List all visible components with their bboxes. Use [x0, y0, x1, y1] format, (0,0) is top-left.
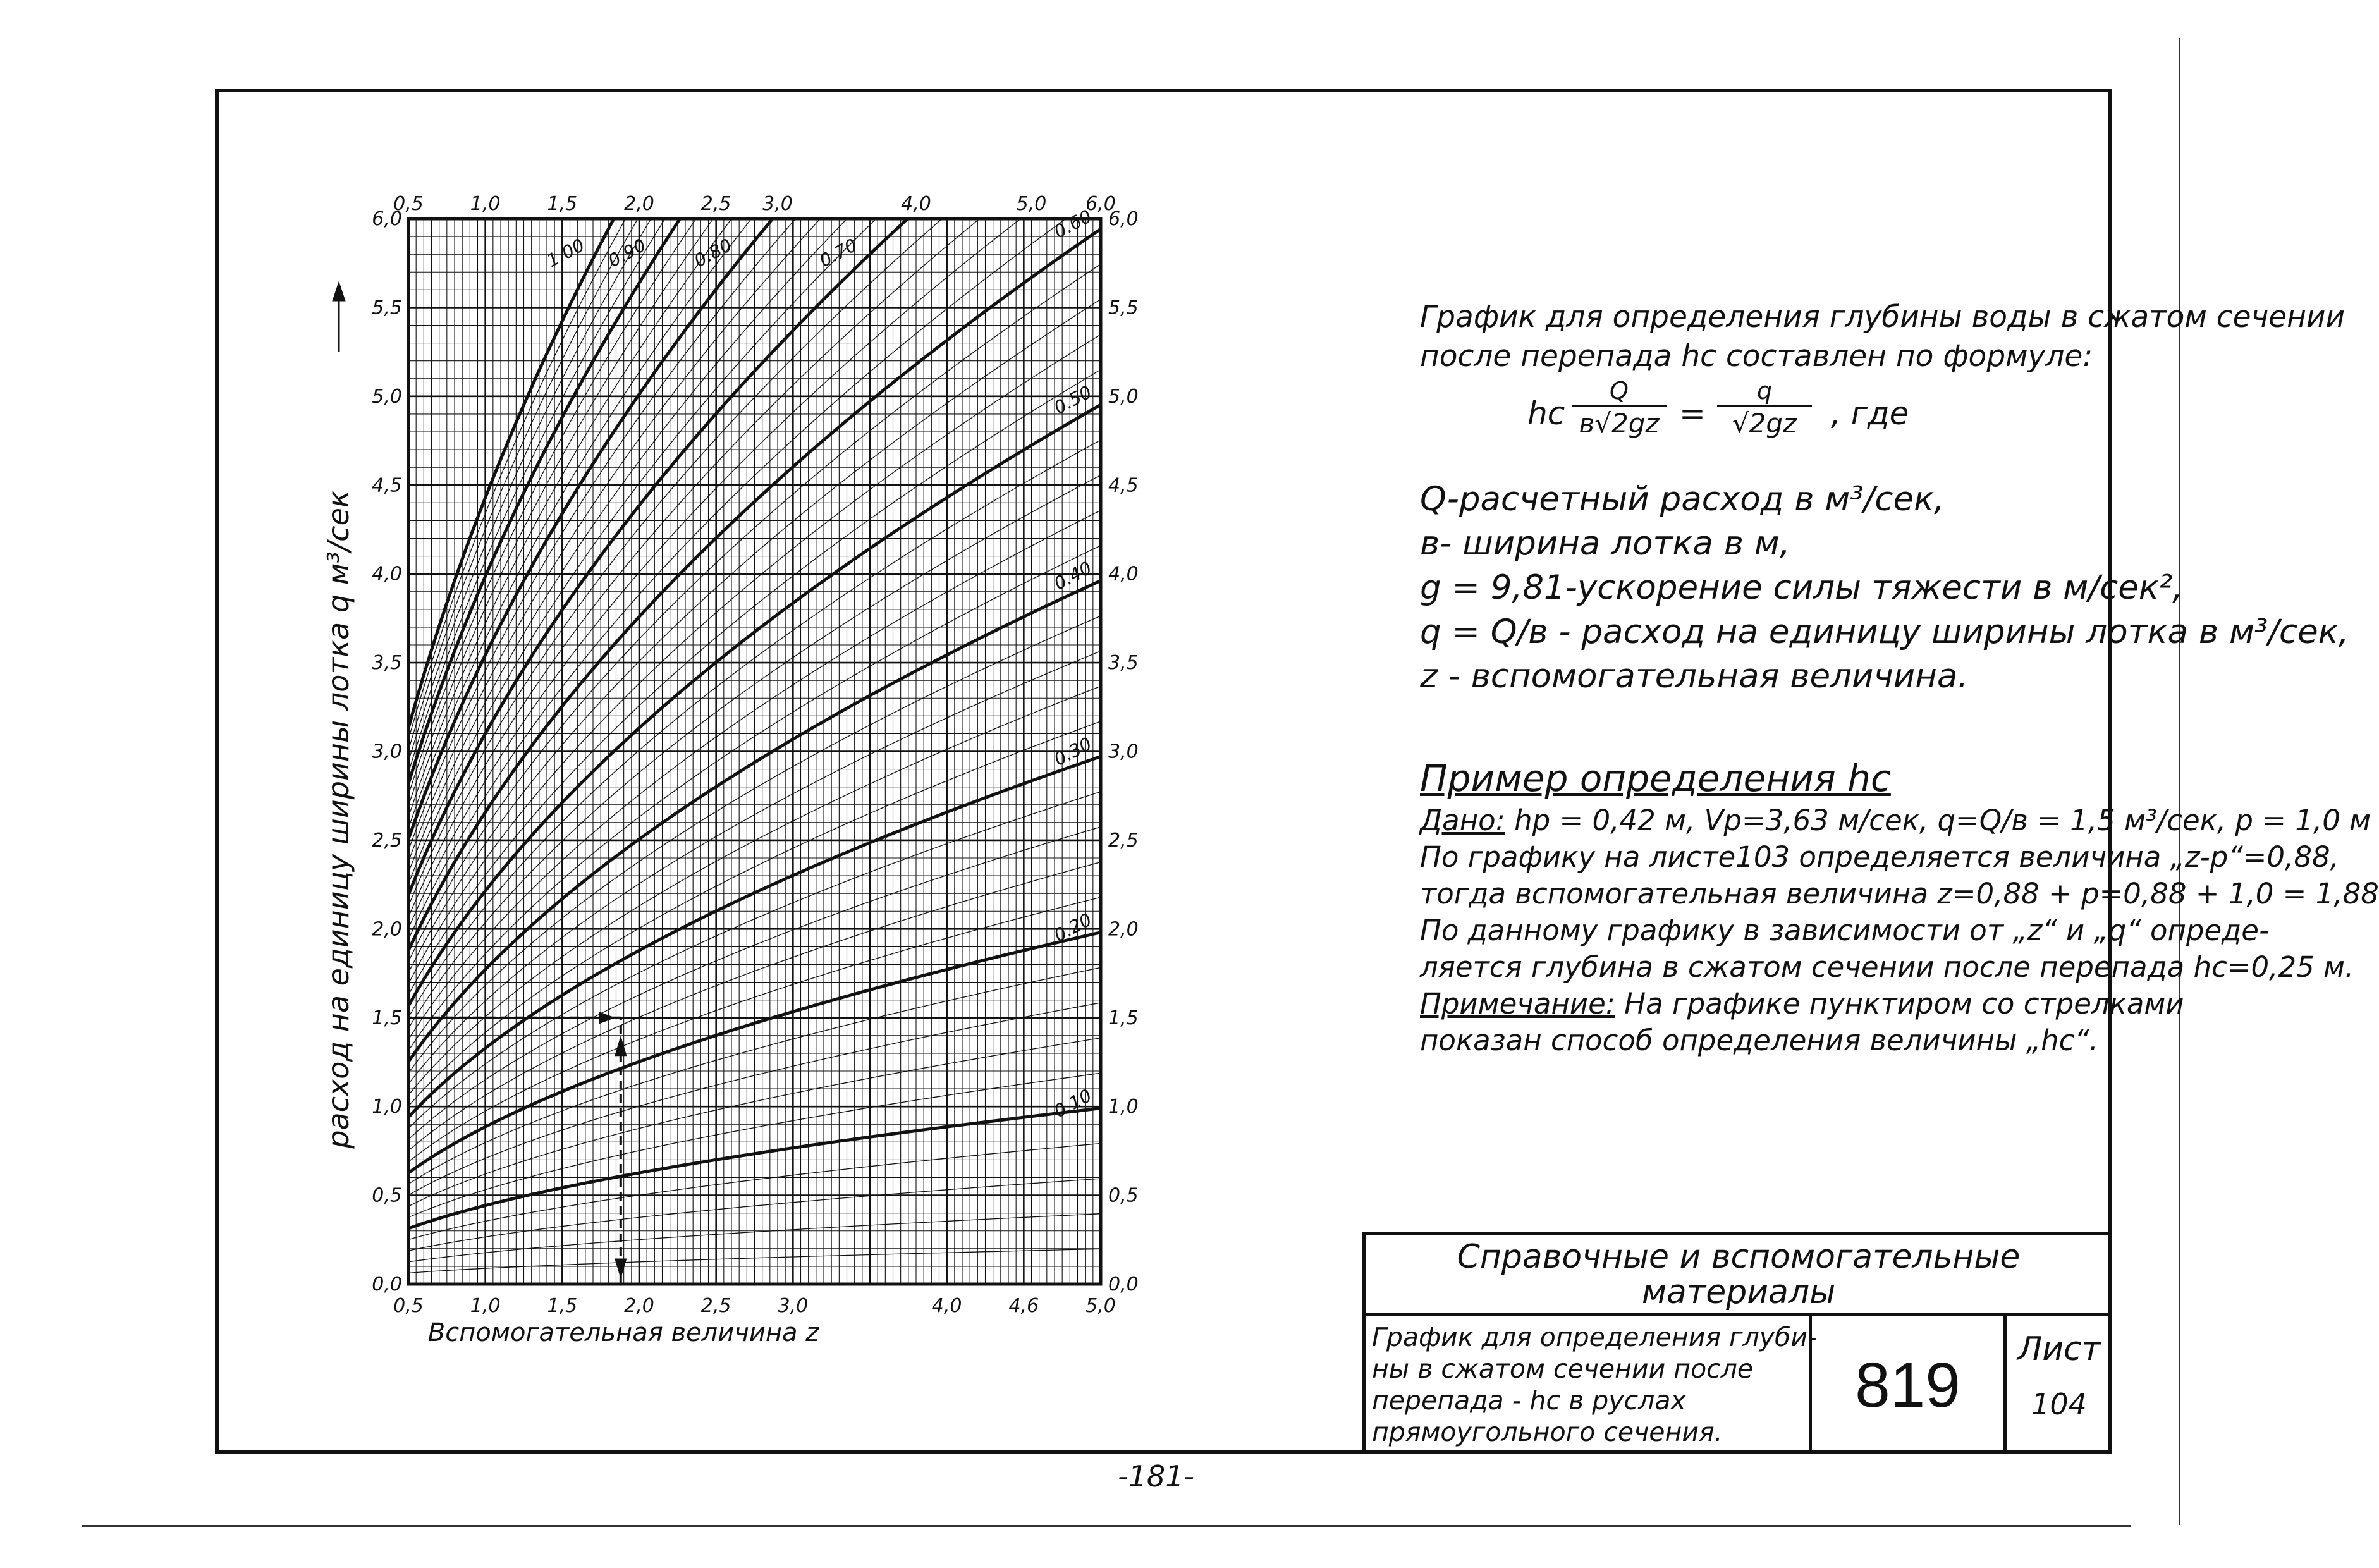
curve-label: 1.00: [543, 234, 588, 272]
x-tick-label-bottom: 1,0: [470, 1295, 501, 1317]
definitions-list: [1420, 477, 2349, 699]
example-line: По графику на листе103 определяется величина „z-p“=0,88,: [1420, 840, 2339, 874]
formula-fraction-1: [1572, 376, 1667, 440]
x-tick-label-top: 2,0: [624, 193, 654, 215]
x-tick-label-top: 3,0: [762, 193, 793, 215]
formula-frac1-denominator: в√2gz: [1579, 408, 1660, 439]
y-tick-label-right: 4,5: [1108, 474, 1139, 497]
example-line: тогда вспомогательная величина z=0,88 + p=0,88 + 1,0 = 1,88: [1420, 877, 2379, 910]
example-block: [1420, 754, 2379, 1059]
example-note: [1420, 986, 2318, 1022]
given-label: Дано:: [1420, 804, 1505, 837]
y-tick-label-left: 2,0: [372, 918, 402, 941]
curve-label: 0.50: [1050, 381, 1096, 419]
formula-where: , где: [1831, 395, 1909, 432]
y-tick-label-left: 2,5: [372, 829, 402, 852]
y-tick-label-left: 0,0: [372, 1273, 402, 1295]
formula-frac2-denominator: √2gz: [1732, 408, 1797, 439]
note-label: Примечание:: [1420, 987, 1615, 1020]
curve-label: 0.60: [1050, 205, 1096, 243]
formula-equals: =: [1679, 395, 1706, 432]
x-tick-label-bottom: 2,0: [624, 1295, 654, 1317]
drawing-description-line: прямоугольного сечения.: [1372, 1417, 1723, 1447]
formula: [1527, 376, 2318, 452]
y-tick-label-right: 4,0: [1108, 563, 1139, 585]
section-title: [1366, 1235, 2112, 1316]
x-tick-label-top: 2,5: [700, 193, 731, 215]
scan-bottom-line: [82, 1525, 2131, 1527]
drawing-number: 819: [1812, 1316, 2007, 1454]
x-tick-label-bottom: 2,5: [700, 1295, 731, 1317]
y-axis-arrow: [333, 282, 345, 352]
y-tick-label-right: 0,5: [1108, 1184, 1139, 1207]
definition-item: z - вспомогательная величина.: [1420, 657, 1969, 695]
drawing-description-line: перепада - hc в руслах: [1372, 1385, 1686, 1416]
x-axis-title: Вспомогательная величина z: [427, 1318, 819, 1347]
y-tick-label-right: 2,0: [1108, 918, 1139, 941]
example-arrow-right: [599, 1012, 615, 1024]
example-title: Пример определения hc: [1420, 757, 1891, 800]
sheet-cell: [2007, 1316, 2112, 1454]
formula-frac2-numerator: q: [1717, 376, 1812, 407]
intro-line-2: после перепада hc составлен по формуле:: [1420, 339, 2093, 374]
drawing-description-line: ны в сжатом сечении после: [1372, 1354, 1754, 1384]
intro-line-1: График для определения глубины воды в сжатом сечении: [1420, 300, 2345, 334]
y-tick-label-left: 3,5: [372, 652, 402, 675]
example-line: показан способ определения величины „hc“.: [1420, 1024, 2098, 1057]
y-tick-label-left: 1,5: [372, 1007, 402, 1029]
y-arrow-head: [333, 282, 345, 301]
x-tick-label-bottom: 1,5: [547, 1295, 578, 1317]
sheet-label: Лист: [2017, 1330, 2101, 1368]
y-tick-label-left: 0,5: [372, 1184, 402, 1207]
drawing-description-line: График для определения глуби-: [1372, 1322, 1817, 1352]
definition-item: q = Q/в - расход на единицу ширины лотка в м³/сек,: [1420, 613, 2349, 651]
section-title-line-1: Справочные и вспомогательные: [1457, 1238, 2021, 1276]
y-tick-label-right: 3,5: [1108, 652, 1139, 675]
x-tick-label-top: 0,5: [393, 193, 424, 215]
curve-label: 0.10: [1050, 1084, 1096, 1122]
y-tick-label-left: 5,5: [372, 297, 402, 319]
sheet-number: 104: [2031, 1387, 2087, 1421]
x-tick-label-top: 4,0: [901, 193, 931, 215]
page-number: -181-: [1118, 1459, 1194, 1493]
x-tick-label-bottom: 3,0: [778, 1295, 809, 1317]
y-tick-label-right: 5,0: [1108, 385, 1139, 408]
curve-label: 0.70: [816, 234, 861, 272]
nomogram-chart: [219, 92, 1344, 1357]
x-tick-label-bottom: 4,0: [931, 1295, 962, 1317]
example-line: ляется глубина в сжатом сечении после перепада hc=0,25 м.: [1420, 950, 2354, 984]
formula-frac1-numerator: Q: [1572, 376, 1667, 407]
title-block: [1362, 1232, 2112, 1454]
x-tick-label-top: 6,0: [1086, 193, 1116, 215]
description-block: [1420, 298, 2379, 1059]
y-tick-label-left: 6,0: [372, 208, 402, 230]
y-tick-label-right: 5,5: [1108, 297, 1139, 319]
example-given: [1420, 802, 2371, 839]
curve-label: 0.30: [1050, 733, 1096, 770]
curve-label: 0.90: [604, 234, 650, 272]
x-tick-label-bottom: 5,0: [1086, 1295, 1116, 1317]
definition-item: в- ширина лотка в м,: [1420, 524, 1790, 563]
y-tick-label-left: 4,5: [372, 474, 402, 497]
drawing-description: [1366, 1316, 1817, 1454]
definition-item: g = 9,81-ускорение силы тяжести в м/сек²,: [1420, 568, 2183, 607]
y-tick-label-right: 3,0: [1108, 740, 1139, 763]
y-tick-label-left: 4,0: [372, 563, 402, 585]
y-tick-label-left: 1,0: [372, 1096, 402, 1118]
x-tick-label-bottom: 0,5: [393, 1295, 424, 1317]
y-tick-label-left: 3,0: [372, 740, 402, 763]
y-tick-label-left: 5,0: [372, 385, 402, 408]
given-text: hp = 0,42 м, Vp=3,63 м/сек, q=Q/в = 1,5 м³/сек, p = 1,0 м: [1505, 804, 2371, 837]
x-tick-label-bottom: 4,6: [1008, 1295, 1039, 1317]
grid: [408, 219, 1101, 1284]
definition-item: Q-расчетный расход в м³/сек,: [1420, 480, 1945, 518]
curve-label: 0.80: [690, 234, 736, 272]
curve-label: 0.20: [1050, 909, 1096, 946]
x-tick-label-top: 5,0: [1016, 193, 1047, 215]
y-axis-title: расход на единицу ширины лотка q м³/сек: [321, 490, 355, 1149]
note-text: На графике пунктиром со стрелками: [1615, 987, 2184, 1020]
curve-label: 0.40: [1050, 557, 1096, 594]
example-arrow-down: [615, 1259, 627, 1278]
y-tick-label-right: 0,0: [1108, 1273, 1139, 1295]
formula-fraction-2: [1717, 376, 1812, 440]
y-tick-label-right: 1,0: [1108, 1096, 1139, 1118]
example-arrow-up: [615, 1037, 627, 1056]
y-tick-label-right: 1,5: [1108, 1007, 1139, 1029]
section-title-line-2: материалы: [1641, 1273, 1836, 1311]
y-tick-label-right: 2,5: [1108, 829, 1139, 852]
x-tick-label-top: 1,5: [547, 193, 578, 215]
formula-lhs: hc: [1527, 395, 1565, 432]
x-tick-label-top: 1,0: [470, 193, 501, 215]
example-line: По данному графику в зависимости от „z“ и „q“ опреде-: [1420, 914, 2270, 947]
y-tick-label-right: 6,0: [1108, 208, 1139, 230]
